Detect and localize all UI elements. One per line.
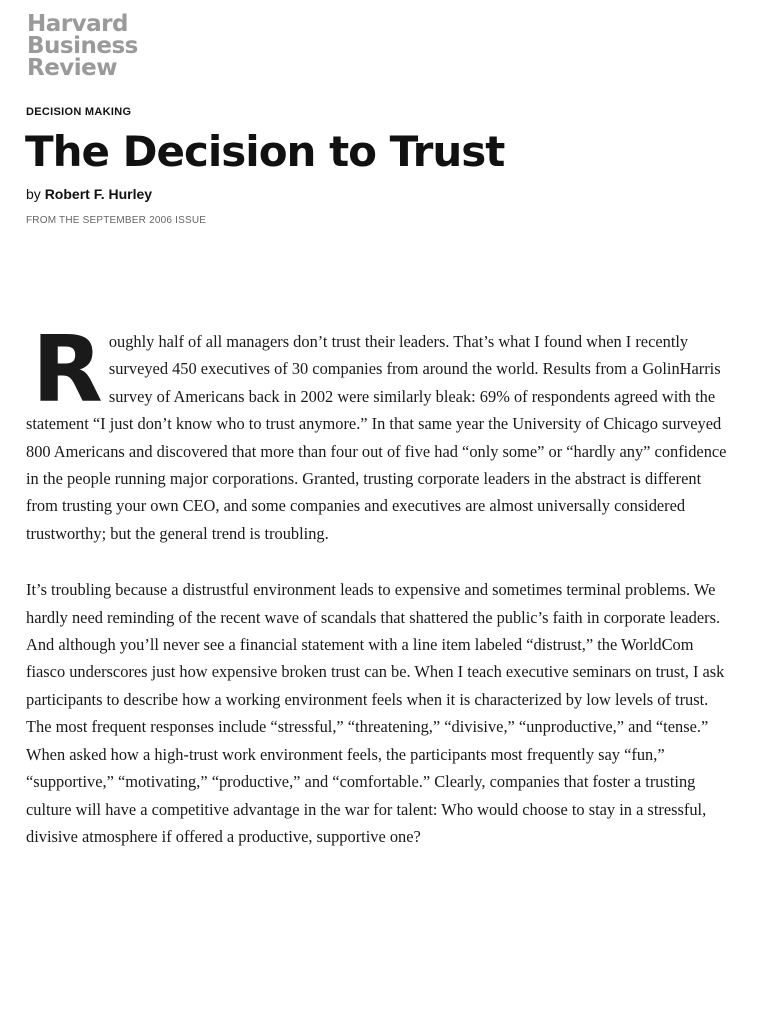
logo-line-review: Review (27, 55, 118, 81)
paragraph-1-text: oughly half of all managers don’t trust their leaders. That’s what I found when I recently surveyed 450 executives of 30 companies from around the world. Results from a GolinHarris survey of Americans back in 2002 were similarly bleak: 69% of respondents agreed with the statement “I just don’t know who to trust anymore.” In that same year the University of Chicago surveyed 800 Americans and discovered that more than four out of five had “only some” or “hardly any” confidence in the people running major corporations. Granted, trusting corporate leaders in the abstract is different from trusting your own CEO, and some companies and executives are almost universally considered trustworthy; but the general trend is troubling. (26, 332, 727, 543)
paragraph-2: It’s troubling because a distrustful environment leads to expensive and sometimes terminal problems. We hardly need reminding of the recent wave of scandals that shattered the public’s faith in corporate leaders. And although you’ll never see a financial statement with a line item labeled “distrust,” the WorldCom fiasco underscores just how expensive broken trust can be. When I teach executive seminars on trust, I ask participants to describe how a working environment feels when it is characterized by low levels of trust. The most frequent responses include “stressful,” “threatening,” “divisive,” “unproductive,” and “tense.” When asked how a high-trust work environment feels, the participants most frequently say “fun,” “supportive,” “motivating,” “productive,” and “comfortable.” Clearly, companies that foster a trusting culture will have a competitive advantage in the war for talent: Who would choose to stay in a stressful, divisive atmosphere if offered a productive, supportive one? (26, 580, 725, 846)
article-body (26, 316, 730, 879)
paragraph-1 (26, 316, 730, 547)
drop-cap: R (32, 316, 103, 423)
article-title: The Decision to Trust (25, 127, 505, 176)
hbr-logo[interactable] (27, 13, 138, 79)
logo-line-business: Business (27, 33, 138, 59)
byline-prefix: by (26, 186, 41, 202)
topic-link[interactable]: DECISION MAKING (26, 106, 132, 118)
logo-line-harvard: Harvard (27, 11, 128, 37)
byline (26, 186, 152, 202)
author-link[interactable]: Robert F. Hurley (44, 186, 153, 202)
issue-label[interactable]: FROM THE SEPTEMBER 2006 ISSUE (26, 215, 207, 226)
